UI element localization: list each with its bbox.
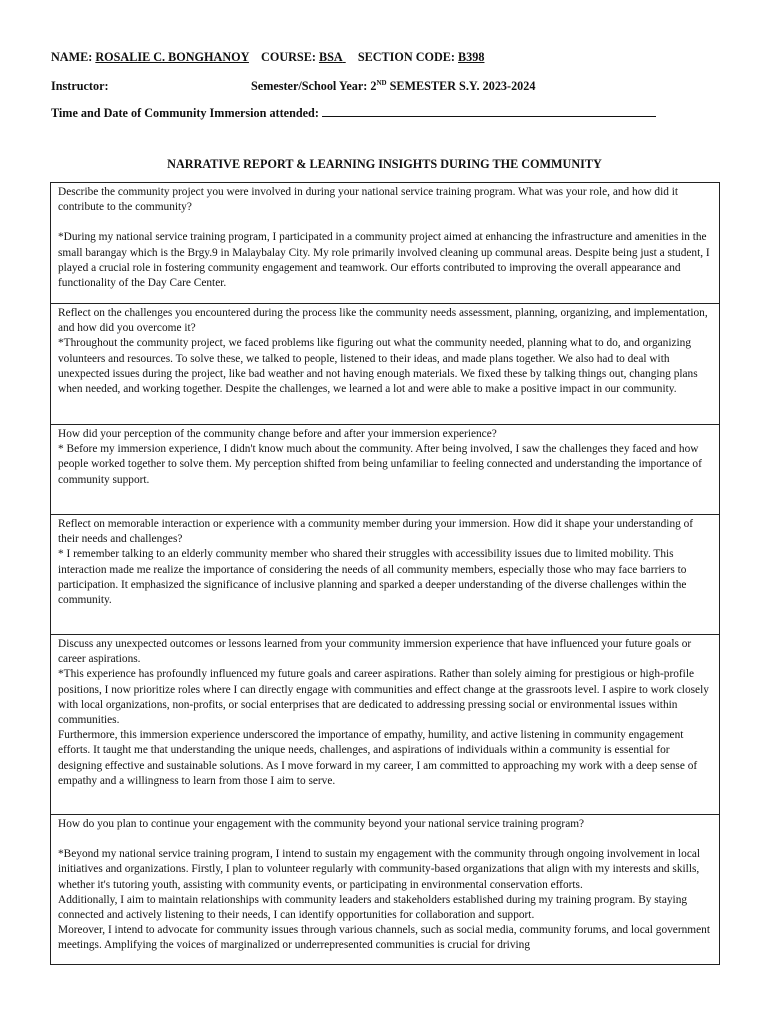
answer-text: Furthermore, this immersion experience underscored the importance of empathy, humility, and active listening in community engagement efforts. It taught me that understanding the unique needs, challenges, and aspirations of individuals within a community is essential for designing effective and sustainable solutions. As I move forward in my career, I am committed to approaching my work with a deep sense of empathy and a willingness to learn from those I aim to serve. <box>58 729 698 787</box>
question-text: How do you plan to continue your engagement with the community beyond your national service training program? <box>58 818 585 830</box>
immersion-date-label: Time and Date of Community Immersion attended: <box>51 106 319 120</box>
answer-text: * I remember talking to an elderly community member who shared their struggles with accessibility issues due to limited mobility. This interaction made me realize the importance of considering the needs of all community members, especially those who may face barriers to participation. It emphasized the significance of inclusive planning and sparked a deeper understanding of the diverse challenges within the community. <box>58 548 687 607</box>
report-title: NARRATIVE REPORT & LEARNING INSIGHTS DURING THE COMMUNITY <box>167 157 602 171</box>
question-text: How did your perception of the community change before and after your immersion experience? <box>58 428 497 440</box>
section-label: SECTION CODE: <box>357 50 455 64</box>
answer-text: *Beyond my national service training program, I intend to sustain my engagement with the community through ongoing involvement in local initiatives and organizations. Firstly, I plan to volunteer regularly with community-based organizations that align with my interests and skills, whether it's tutoring youth, assisting with community events, or participating in environmental conservation efforts. <box>58 848 701 891</box>
answer-text: *This experience has profoundly influenced my future goals and career aspirations. Rather than solely aiming for prestigious or high-profile positions, I now prioritize roles where I can directly engage with communities and effect change at the grassroots level. I aspire to work closely with local organizations, non-profits, or social enterprises that are dedicated to addressing pressing social or environmental issues within communities. <box>58 668 709 727</box>
semester-label: Semester/School Year: 2 <box>251 79 377 93</box>
immersion-date-line <box>51 106 656 121</box>
course-label: COURSE: <box>261 50 316 64</box>
instructor-line <box>51 79 109 94</box>
semester-value: SEMESTER S.Y. 2023-2024 <box>386 79 536 93</box>
name-value: ROSALIE C. BONGHANOY <box>95 50 249 64</box>
answer-text: *Throughout the community project, we faced problems like figuring out what the community needed, planning what to do, and organizing volunteers and resources. To solve these, we talked to people, listened to their ideas, and made plans together. We also had to deal with unexpected issues during the project, like bad weather and not having enough materials. We fixed these by talking things out, changing plans when needed, and working together. Despite the challenges, we learned a lot and were able to make a positive impact in our community. <box>58 337 698 396</box>
section-challenges <box>51 304 719 425</box>
name-label: NAME: <box>51 50 93 64</box>
section-community-project <box>51 183 719 304</box>
question-text: Discuss any unexpected outcomes or lessons learned from your community immersion experience that have influenced your future goals or career aspirations. <box>58 638 692 666</box>
instructor-label: Instructor: <box>51 79 109 93</box>
answer-text: Moreover, I intend to advocate for community issues through various channels, such as social media, community forums, and local government meetings. Amplifying the voices of marginalized or underrepresented communities is crucial for driving <box>58 924 710 952</box>
semester-line <box>251 79 535 94</box>
immersion-date-blank <box>322 106 656 117</box>
answer-text: *During my national service training program, I participated in a community project aimed at enhancing the infrastructure and amenities in the small barangay which is the Brgy.9 in Malaybalay City. My role primarily involved cleaning up communal areas. Despite being just a student, I played a crucial role in fostering community engagement and teamwork. Our efforts contributed to improving the overall appearance and functionality of the Day Care Center. <box>58 231 710 290</box>
student-info-line <box>51 50 484 65</box>
section-continued-engagement <box>51 815 719 964</box>
semester-superscript: ND <box>376 79 387 87</box>
answer-text: Additionally, I aim to maintain relationships with community leaders and stakeholders established during my training program. By staying connected and actively listening to their needs, I can identify opportunities for collaboration and support. <box>58 893 688 922</box>
section-value: B398 <box>458 50 485 64</box>
report-table <box>50 182 720 965</box>
question-text: Describe the community project you were involved in during your national service training program. What was your role, and how did it contribute to the community? <box>58 186 679 214</box>
question-text: Reflect on the challenges you encountered during the process like the community needs assessment, planning, organizing, and implementation, and how did you overcome it? <box>58 307 708 335</box>
section-memorable-interaction <box>51 515 719 635</box>
section-unexpected-outcomes <box>51 635 719 815</box>
course-value: BSA <box>318 50 343 64</box>
answer-text: * Before my immersion experience, I didn't know much about the community. After being involved, I saw the challenges they faced and how people worked together to solve them. My perception shifted from being unfamiliar to feeling connected and understanding the importance of community support. <box>58 443 702 486</box>
question-text: Reflect on memorable interaction or experience with a community member during your immersion. How did it shape your understanding of their needs and challenges? <box>58 518 694 546</box>
section-perception <box>51 425 719 515</box>
